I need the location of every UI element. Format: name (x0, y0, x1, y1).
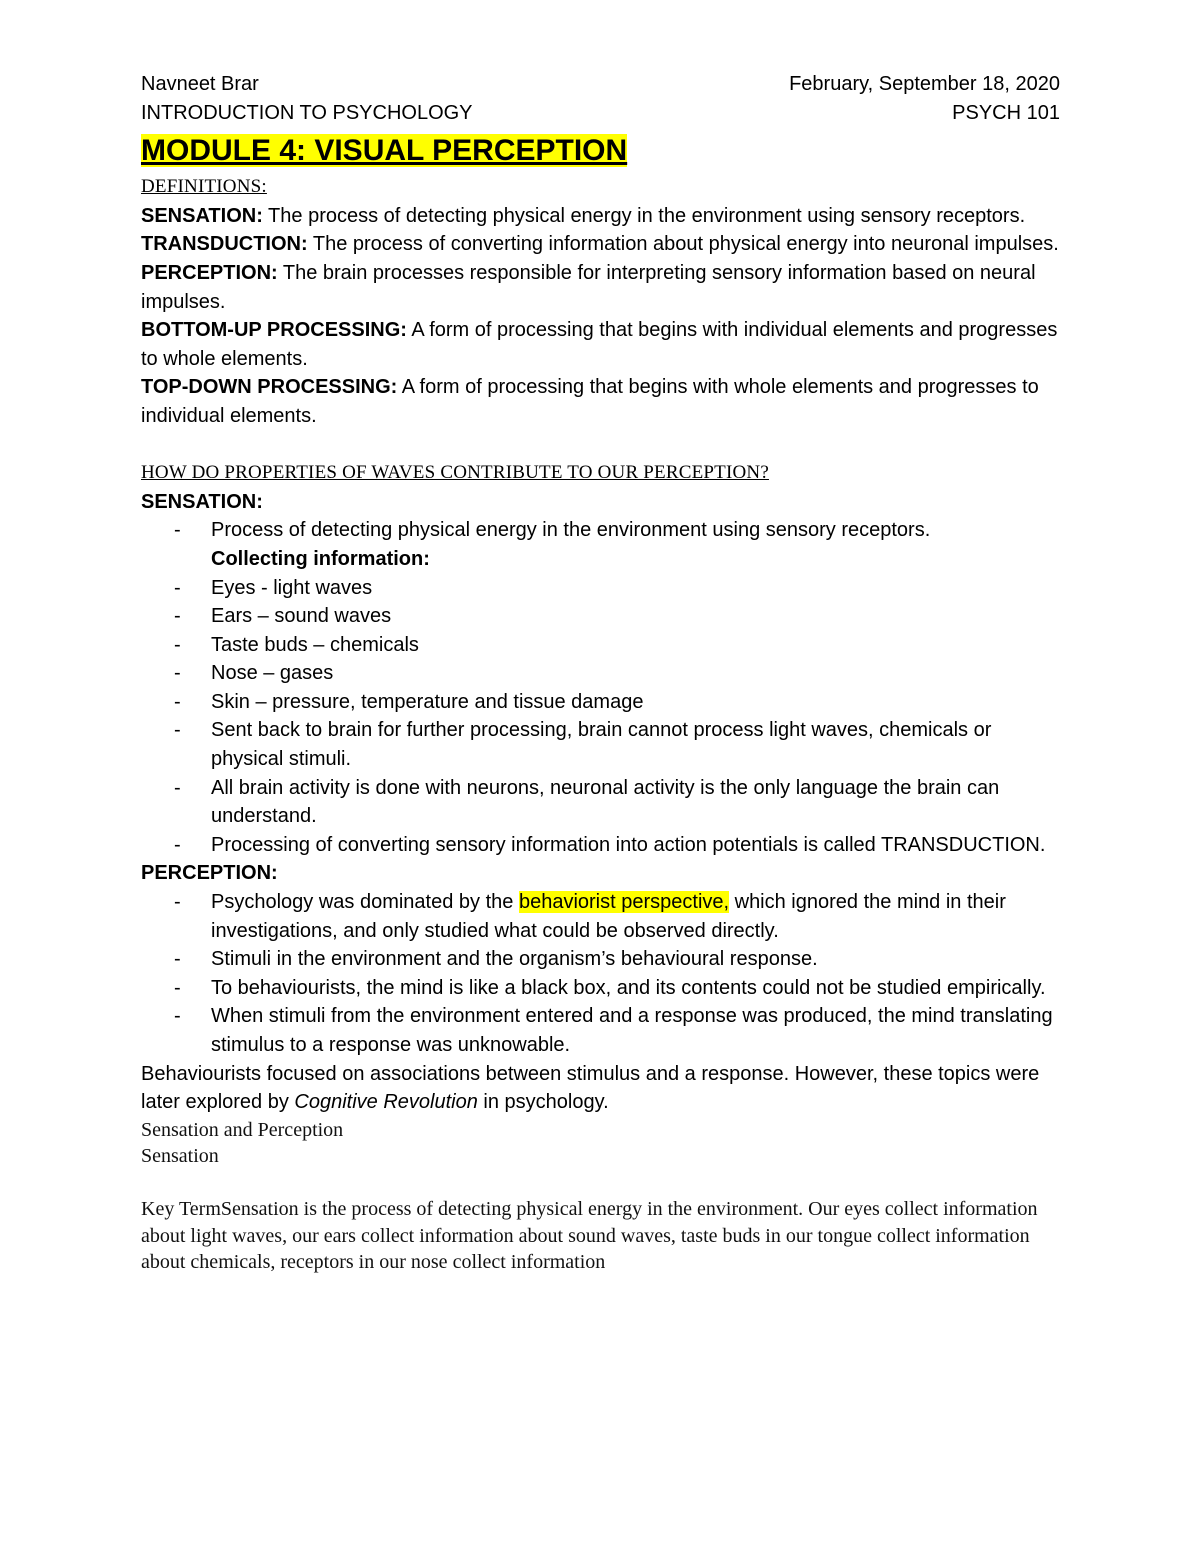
list-item (141, 516, 1060, 545)
list-item-text: Nose – gases (211, 662, 334, 685)
definition-text: The process of converting information about physical energy into neuronal impulses. (307, 233, 1059, 256)
list-item (141, 774, 1060, 831)
list-item (141, 716, 1060, 773)
perception-label: PERCEPTION: (141, 862, 278, 885)
list-item-text: which ignored the mind in their investigations, and only studied what could be observed directly. (211, 891, 1006, 942)
list-item (141, 602, 1060, 631)
list-item-text: To behaviourists, the mind is like a black box, and its contents could not be studied empirically. (211, 976, 1046, 999)
dash-bullet: - (174, 519, 181, 542)
key-term-paragraph: Key TermSensation is the process of detecting physical energy in the environment. Our eyes collect information about light waves, our ears collect information about sound waves, taste buds in our tongue collect information about chemicals, receptors in our nose collect information (141, 1198, 1038, 1274)
blank-line (141, 431, 1060, 460)
sensation-label: SENSATION: (141, 490, 263, 513)
list-item-text: Processing of converting sensory information into action potentials is called TRANSDUCTION. (211, 833, 1046, 856)
list-item-text: Stimuli in the environment and the organism’s behavioural response. (211, 948, 818, 971)
dash-bullet: - (174, 948, 181, 971)
list-item (141, 631, 1060, 660)
list-item-text: When stimuli from the environment entered and a response was produced, the mind translating stimulus to a response was unknowable. (211, 1005, 1053, 1056)
dash-bullet: - (174, 891, 181, 914)
list-item-text: Sent back to brain for further processing, brain cannot process light waves, chemicals or physical stimuli. (211, 719, 992, 771)
definition-item (141, 230, 1060, 259)
definition-term: TOP-DOWN PROCESSING: (141, 376, 398, 399)
course-code: PSYCH 101 (952, 101, 1060, 124)
blank-line (141, 1170, 1060, 1197)
list-item (141, 974, 1060, 1003)
definition-term: PERCEPTION: (141, 261, 278, 284)
definition-text: The brain processes responsible for interpreting sensory information based on neural impulses. (141, 261, 1036, 313)
definition-item (141, 373, 1060, 430)
list-item (141, 945, 1060, 974)
dash-bullet: - (174, 633, 181, 656)
definition-term: TRANSDUCTION: (141, 233, 308, 256)
module-title (141, 131, 1060, 173)
definition-item (141, 202, 1060, 231)
dash-bullet: - (174, 576, 181, 599)
author-name: Navneet Brar (141, 73, 259, 95)
dash-bullet: - (174, 776, 181, 799)
list-item-text: All brain activity is done with neurons, neuronal activity is the only language the brain can understand. (211, 776, 1000, 828)
list-item-text: Psychology was dominated by the (211, 891, 519, 914)
summary-text: Behaviourists focused on associations between stimulus and a response. However, these topics were later explored by (141, 1062, 1040, 1114)
definitions-heading: DEFINITIONS: (141, 176, 267, 198)
perception-list (141, 888, 1060, 1060)
definition-item (141, 259, 1060, 316)
list-item-text: Taste buds – chemicals (211, 633, 419, 656)
list-item (141, 1002, 1060, 1059)
list-item-text: Ears – sound waves (211, 605, 392, 628)
summary-text-end: in psychology. (477, 1091, 609, 1114)
definition-item (141, 316, 1060, 373)
list-item (141, 659, 1060, 688)
summary-italic: Cognitive Revolution (294, 1091, 478, 1114)
list-item-text: Eyes - light waves (211, 576, 373, 599)
highlighted-text: behaviorist perspective, (518, 891, 730, 914)
definition-term: BOTTOM-UP PROCESSING: (141, 319, 407, 342)
module-title-text: MODULE 4: VISUAL PERCEPTION (141, 134, 628, 168)
definition-text: A form of processing that begins with whole elements and progresses to individual elements. (141, 376, 1039, 427)
header-row-2 (141, 99, 1060, 128)
list-item (141, 545, 1060, 574)
definition-text: A form of processing that begins with individual elements and progresses to whole elements. (141, 319, 1058, 370)
dash-bullet: - (174, 833, 181, 856)
extra-line-2: Sensation (141, 1145, 219, 1168)
header-row-1 (141, 70, 1060, 99)
sensation-list (141, 516, 1060, 859)
dash-bullet: - (174, 690, 181, 713)
dash-bullet: - (174, 976, 181, 999)
definition-term: SENSATION: (141, 204, 263, 227)
dash-bullet: - (174, 719, 181, 742)
dash-bullet: - (174, 605, 181, 628)
dash-bullet: - (174, 1005, 181, 1028)
document-date: February, September 18, 2020 (789, 73, 1060, 95)
list-item-text: Process of detecting physical energy in the environment using sensory receptors. (211, 519, 931, 542)
list-item (141, 574, 1060, 603)
definition-text: The process of detecting physical energy in the environment using sensory receptors. (262, 204, 1026, 227)
list-item (141, 888, 1060, 945)
list-item (141, 831, 1060, 860)
course-title: INTRODUCTION TO PSYCHOLOGY (141, 101, 473, 124)
extra-line-1: Sensation and Perception (141, 1118, 344, 1141)
list-item-text: Skin – pressure, temperature and tissue damage (211, 690, 644, 713)
summary-paragraph (141, 1060, 1060, 1117)
collecting-label: Collecting information: (211, 547, 430, 570)
dash-bullet: - (174, 662, 181, 685)
waves-heading: HOW DO PROPERTIES OF WAVES CONTRIBUTE TO OUR PERCEPTION? (141, 462, 769, 484)
list-item (141, 688, 1060, 717)
definitions-list (141, 202, 1060, 431)
